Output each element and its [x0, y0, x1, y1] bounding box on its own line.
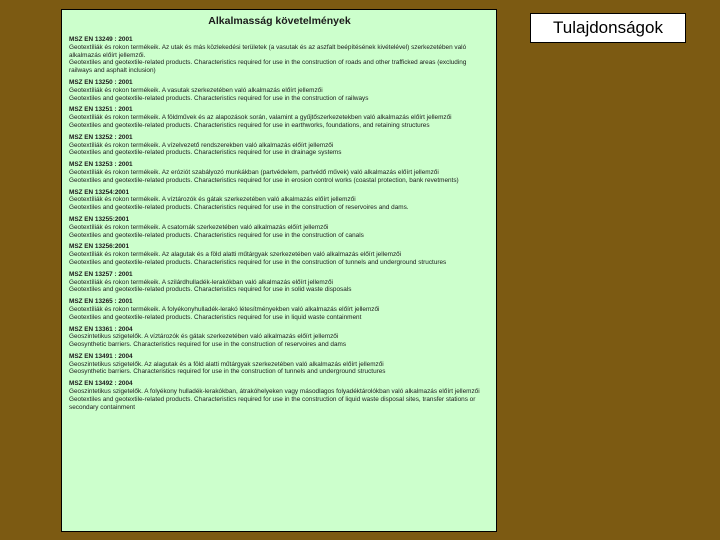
standard-description-hu: Geotextíliák és rokon termékeik. A vízelvezető rendszerekben való alkalmazás előírt jellemzői — [69, 141, 334, 149]
standard-entry — [69, 79, 490, 102]
standard-description-en: Geotextiles and geotextile-related products. Characteristics required for use in the construction of canals — [69, 231, 364, 239]
standard-description-hu: Geoszintetikus szigetelők. Az alagutak és a föld alatti műtárgyak szerkezetében való alkalmazás előírt jellemzői — [69, 360, 384, 368]
standard-description-en: Geotextiles and geotextile-related products. Characteristics required for use in the construction of reservoires and dams. — [69, 204, 409, 212]
standard-description-en: Geotextiles and geotextile-related products. Characteristics required for use in erosion control works (coastal protection, bank revetments) — [69, 176, 459, 184]
standard-entry — [69, 353, 490, 376]
standard-code: MSZ EN 13251 : 2001 — [69, 106, 133, 114]
standard-code: MSZ EN 13252 : 2001 — [69, 133, 133, 141]
standard-entry — [69, 271, 490, 294]
standard-description-en: Geotextiles and geotextile-related products. Characteristics required for use in the construction of railways — [69, 94, 369, 102]
standard-code: MSZ EN 13265 : 2001 — [69, 298, 133, 306]
standard-entry — [69, 326, 490, 349]
standard-code: MSZ EN 13256:2001 — [69, 243, 130, 251]
standard-description-en: Geotextiles and geotextile-related products. Characteristics required for use in the construction of liquid waste disposal sites, transfer stations or secondary containment — [69, 395, 476, 411]
standard-description-hu: Geotextíliák és rokon termékeik. Az alagutak és a föld alatti műtárgyak szerkezetében való alkalmazás előírt jellemzői — [69, 251, 402, 259]
standard-description-hu: Geotextíliák és rokon termékeik. A csatornák szerkezetében való alkalmazás előírt jellemzői — [69, 223, 329, 231]
standard-code: MSZ EN 13249 : 2001 — [69, 36, 133, 43]
standard-entry — [69, 298, 490, 321]
standard-description-en: Geotextiles and geotextile-related products. Characteristics required for use in the construction of tunnels and underground structures — [69, 258, 447, 266]
standard-entry — [69, 106, 490, 129]
standard-entry — [69, 380, 490, 411]
standard-code: MSZ EN 13250 : 2001 — [69, 78, 133, 86]
standard-entry — [69, 134, 490, 157]
standard-entry — [69, 243, 490, 266]
standard-entry — [69, 161, 490, 184]
standard-code: MSZ EN 13253 : 2001 — [69, 161, 133, 169]
standard-description-en: Geotextiles and geotextile-related products. Characteristics required for use in liquid waste containment — [69, 313, 362, 321]
standard-description-hu: Geotextíliák és rokon termékeik. A szilárdhulladék-lerakókban való alkalmazás előírt jellemzői — [69, 278, 333, 286]
standard-description-hu: Geotextíliák és rokon termékeik. Az utak és más közlekedési területek (a vasutak és az aszfalt beépítésének kivételével) szerkezetében való alkalmazás előírt jellemzői. — [69, 43, 467, 59]
standard-entry — [69, 36, 490, 75]
standard-description-hu: Geoszintetikus szigetelők. A víztározók és gátak szerkezetében való alkalmazás előírt jellemzői — [69, 333, 339, 341]
standard-code: MSZ EN 13254:2001 — [69, 188, 130, 196]
standard-description-hu: Geotextíliák és rokon termékeik. A földművek és az alapozások során, valamint a gyűjtőszerkezetekben való alkalmazás előírt jellemzői — [69, 114, 452, 122]
standard-description-hu: Geoszintetikus szigetelők. A folyékony hulladék-lerakókban, átrakóhelyeken vagy másodlagos folyadéktárolókban való alkalmazás előírt jellemzői — [69, 388, 480, 396]
standard-description-hu: Geotextíliák és rokon termékeik. A víztározók és gátak szerkezetében való alkalmazás előírt jellemzői — [69, 196, 356, 204]
slide-title: Tulajdonságok — [530, 13, 686, 43]
standard-description-en: Geotextiles and geotextile-related products. Characteristics required for use in drainage systems — [69, 149, 342, 157]
standard-code: MSZ EN 13257 : 2001 — [69, 270, 133, 278]
standard-description-en: Geotextiles and geotextile-related products. Characteristics required for use in earthworks, foundations, and retaining structures — [69, 121, 430, 129]
document-image — [61, 9, 497, 532]
standard-description-en: Geosynthetic barriers. Characteristics required for use in the construction of reservoires and dams — [69, 341, 347, 349]
standard-description-en: Geotextiles and geotextile-related products. Characteristics required for use in solid waste disposals — [69, 286, 352, 294]
standard-code: MSZ EN 13361 : 2004 — [69, 325, 133, 333]
standard-description-hu: Geotextíliák és rokon termékeik. A vasutak szerkezetében való alkalmazás előírt jellemzői — [69, 86, 323, 94]
standard-description-en: Geosynthetic barriers. Characteristics required for use in the construction of tunnels and underground structures — [69, 368, 386, 376]
standard-description-en: Geotextiles and geotextile-related products. Characteristics required for use in the construction of roads and other trafficked areas (excluding railways and asphalt inclusion) — [69, 59, 467, 75]
standard-code: MSZ EN 13492 : 2004 — [69, 380, 133, 388]
standard-description-hu: Geotextíliák és rokon termékeik. A folyékonyhulladék-lerakó létesítményekben való alkalmazás előírt jellemzői — [69, 305, 380, 313]
standard-entry — [69, 216, 490, 239]
standard-code: MSZ EN 13255:2001 — [69, 215, 130, 223]
standard-code: MSZ EN 13491 : 2004 — [69, 352, 133, 360]
standard-entry — [69, 189, 490, 212]
standard-description-hu: Geotextíliák és rokon termékeik. Az eróziót szabályozó munkákban (partvédelem, partvédő művek) való alkalmazás előírt jellemzői — [69, 168, 439, 176]
document-title: Alkalmasság követelmények — [208, 15, 351, 27]
